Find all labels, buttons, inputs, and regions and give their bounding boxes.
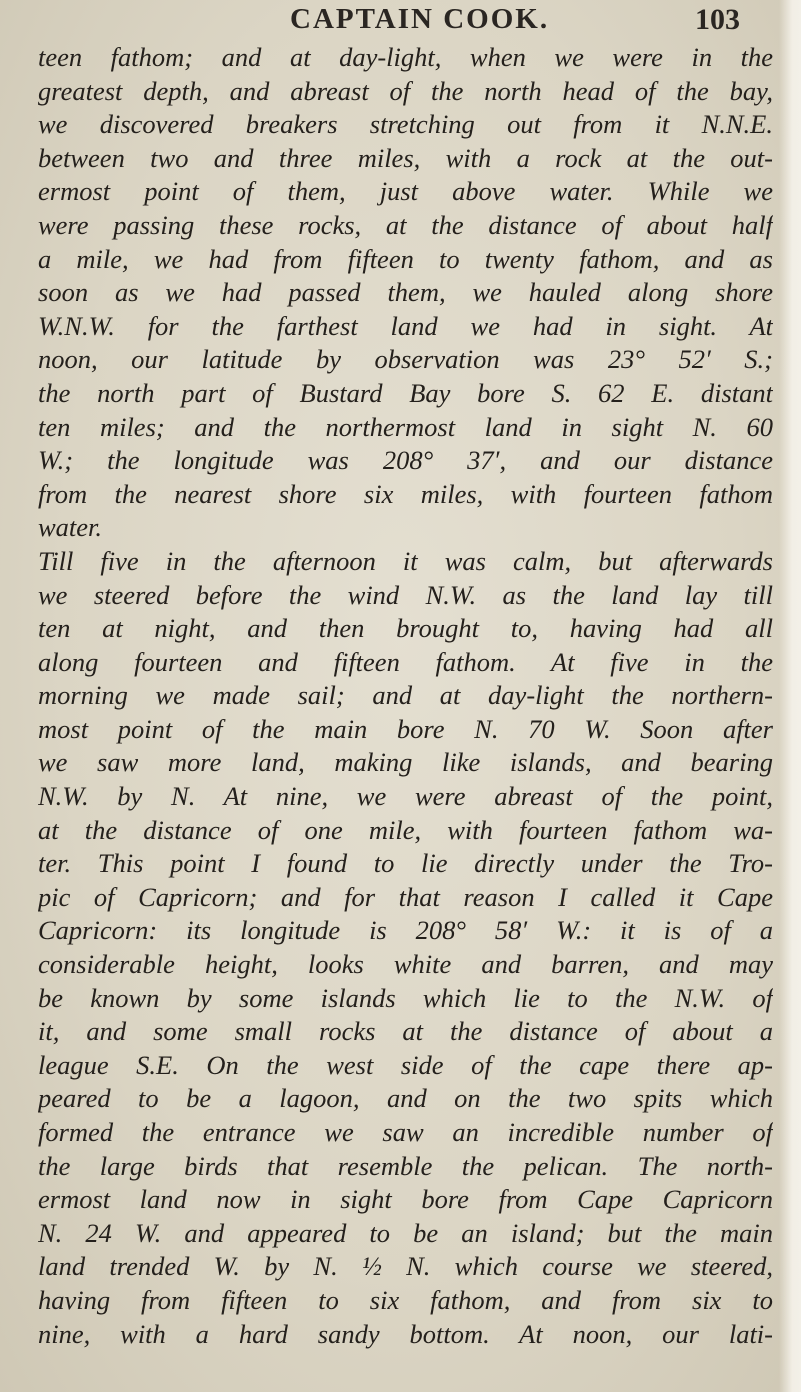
text-line: nine, with a hard sandy bottom. At noon, our lati- <box>38 1318 773 1349</box>
text-line: Till five in the afternoon it was calm, but afterwards <box>38 545 773 576</box>
text-line: land trended W. by N. ½ N. which course we steered, <box>38 1251 773 1282</box>
text-line: noon, our latitude by observation was 23° 52′ S.; <box>38 344 773 375</box>
text-line: between two and three miles, with a rock at the out- <box>38 142 773 173</box>
page-edge <box>779 0 801 1392</box>
text-line: the north part of Bustard Bay bore S. 62 E. distant <box>38 377 773 408</box>
text-line: considerable height, looks white and barren, and may <box>38 949 773 980</box>
text-line: having from fifteen to six fathom, and from six to <box>38 1284 773 1315</box>
text-line: the large birds that resemble the pelican. The north- <box>38 1150 773 1181</box>
text-line: ten at night, and then brought to, having had all <box>38 613 773 644</box>
text-line: from the nearest shore six miles, with fourteen fathom <box>38 478 773 509</box>
running-head <box>250 3 770 43</box>
text-line: soon as we had passed them, we hauled along shore <box>38 277 773 308</box>
text-line: water. <box>38 512 103 543</box>
text-line: Capricorn: its longitude is 208° 58′ W.: it is of a <box>38 915 773 946</box>
text-line: N.W. by N. At nine, we were abreast of the point, <box>38 781 773 812</box>
text-line: formed the entrance we saw an incredible number of <box>38 1117 773 1147</box>
text-line: greatest depth, and abreast of the north head of the bay, <box>38 75 773 106</box>
text-line: along fourteen and fifteen fathom. At five in the <box>38 646 773 677</box>
text-line: we steered before the wind N.W. as the land lay till <box>38 579 773 610</box>
text-line: be known by some islands which lie to the N.W. of <box>38 982 773 1013</box>
text-line: N. 24 W. and appeared to be an island; but the main <box>38 1217 773 1248</box>
text-line: league S.E. On the west side of the cape there ap- <box>38 1049 773 1080</box>
text-line: teen fathom; and at day-light, when we were in the <box>38 42 773 72</box>
text-line: ermost land now in sight bore from Cape Capricorn <box>38 1184 773 1215</box>
text-line: W.N.W. for the farthest land we had in sight. At <box>38 310 773 341</box>
text-line: most point of the main bore N. 70 W. Soon after <box>38 713 773 744</box>
header-title: CAPTAIN COOK. <box>290 3 550 35</box>
text-line: we saw more land, making like islands, and bearing <box>38 747 773 778</box>
text-line: at the distance of one mile, with fourteen fathom wa- <box>38 814 773 845</box>
text-line: ermost point of them, just above water. While we <box>38 176 773 207</box>
text-line: we discovered breakers stretching out from it N.N.E. <box>38 109 773 140</box>
text-line: it, and some small rocks at the distance of about a <box>38 1016 773 1047</box>
body-text <box>38 41 773 1351</box>
text-line: pic of Capricorn; and for that reason I called it Cape <box>38 881 773 912</box>
text-line: ter. This point I found to lie directly under the Tro- <box>38 848 773 879</box>
text-line: W.; the longitude was 208° 37′, and our distance <box>38 445 773 476</box>
text-line: ten miles; and the northermost land in sight N. 60 <box>38 411 773 442</box>
text-line: were passing these rocks, at the distance of about half <box>38 209 773 240</box>
text-line: morning we made sail; and at day-light the northern- <box>38 680 773 711</box>
page-number: 103 <box>695 3 740 36</box>
text-line: a mile, we had from fifteen to twenty fathom, and as <box>38 243 773 274</box>
text-line: peared to be a lagoon, and on the two spits which <box>38 1083 773 1114</box>
